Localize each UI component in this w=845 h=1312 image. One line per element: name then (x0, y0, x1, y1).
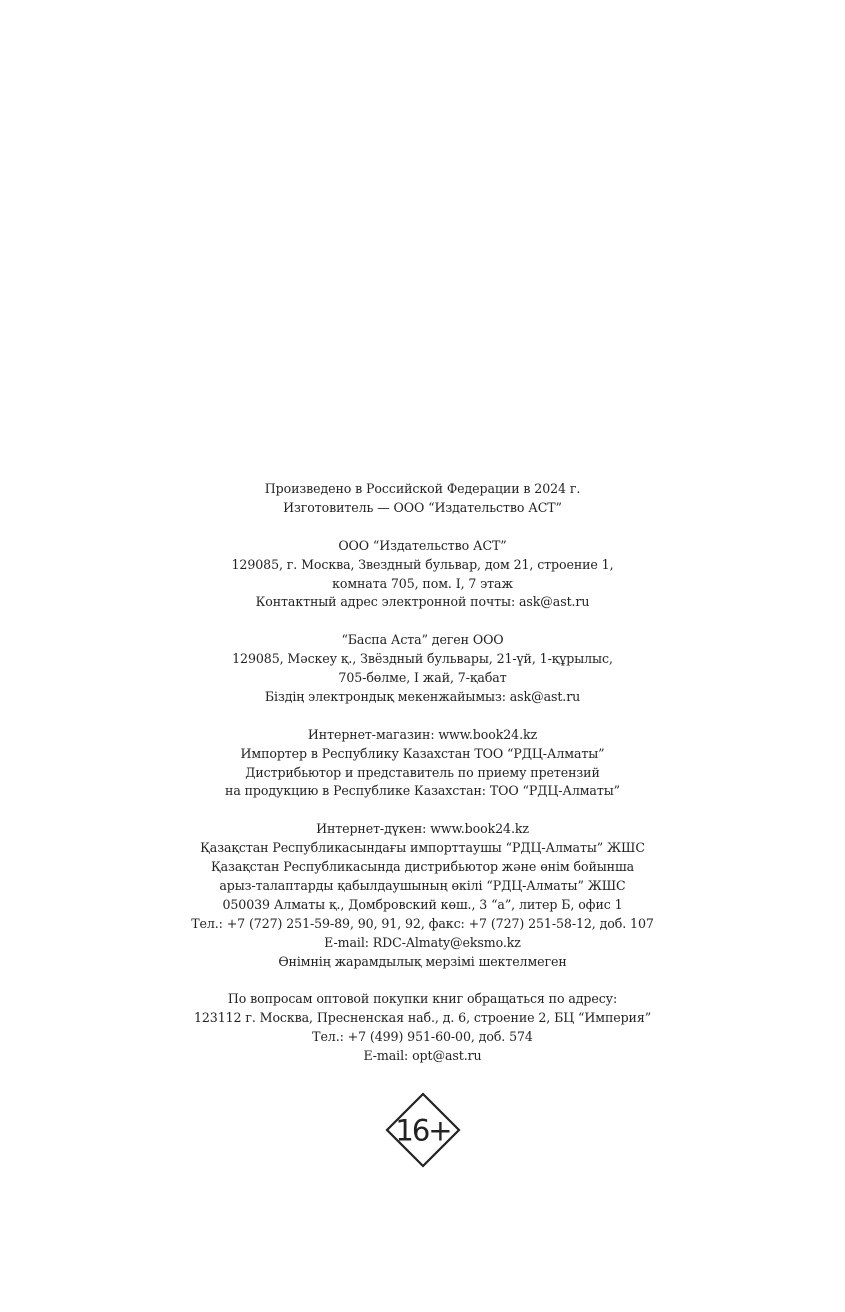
wholesale-block (0, 990, 845, 1066)
online-store-ru: Интернет-магазин: www.book24.kz (307, 726, 538, 742)
publisher-name-ru: ООО “Издательство АСТ” (338, 537, 507, 553)
publisher-kz-block (0, 631, 845, 707)
imprint-page (0, 480, 845, 1085)
production-block (0, 480, 845, 518)
importer-email-kz: E-mail: RDC-Almaty@eksmo.kz (324, 934, 521, 950)
wholesale-address: 123112 г. Москва, Пресненская наб., д. 6, строение 2, БЦ “Империя” (193, 1010, 652, 1026)
distributor-ru-line-1: Дистрибьютор и представитель по приему претензий (245, 764, 600, 780)
publisher-name-kz: “Баспа Аста” деген ООО (341, 632, 504, 648)
production-country-line: Произведено в Российской Федерации в 2024 г. (264, 481, 581, 496)
age-rating-badge (385, 1092, 461, 1168)
wholesale-intro: По вопросам оптовой покупки книг обращаться по адресу: (227, 991, 618, 1007)
publisher-address-kz-line-1: 129085, Мәскеу қ., Звёздный бульвары, 21-үй, 1-құрылыс, (232, 651, 613, 667)
publisher-address-ru-line-2: комната 705, пом. I, 7 этаж (332, 575, 513, 591)
importer-kz: Қазақстан Республикасындағы импорттаушы “РДЦ-Алматы” ЖШС (200, 840, 645, 856)
importer-ru: Импортер в Республику Казахстан ТОО “РДЦ-Алматы” (240, 745, 605, 761)
publisher-address-kz-line-2: 705-бөлме, I жай, 7-қабат (338, 670, 507, 686)
publisher-address-ru-line-1: 129085, г. Москва, Звездный бульвар, дом 21, строение 1, (231, 556, 614, 572)
publisher-email-kz: Біздің электрондық мекенжайымыз: ask@ast.ru (264, 688, 581, 704)
distributor-kz-line-2: арыз-талаптарды қабылдаушының өкілі “РДЦ-Алматы” ЖШС (219, 877, 626, 893)
publisher-email-ru: Контактный адрес электронной почты: ask@ast.ru (255, 594, 590, 610)
age-rating-diamond-icon (385, 1092, 461, 1168)
shelf-life-kz: Өнімнің жарамдылық мерзімі шектелмеген (278, 953, 567, 969)
online-store-kz: Интернет-дүкен: www.book24.kz (316, 821, 529, 837)
distributor-kz-line-1: Қазақстан Республикасында дистрибьютор және өнім бойынша (211, 859, 634, 875)
wholesale-phone: Тел.: +7 (499) 951-60-00, доб. 574 (312, 1029, 533, 1045)
importer-ru-block (0, 726, 845, 802)
importer-kz-block (0, 820, 845, 971)
importer-address-kz: 050039 Алматы қ., Домбровский көш., 3 “а”, литер Б, офис 1 (222, 896, 623, 912)
wholesale-email: E-mail: opt@ast.ru (363, 1048, 482, 1064)
distributor-ru-line-2: на продукцию в Республике Казахстан: ТОО “РДЦ-Алматы” (225, 783, 620, 799)
age-rating-label: 16+ (395, 1113, 451, 1148)
publisher-ru-block (0, 537, 845, 613)
manufacturer-line: Изготовитель — ООО “Издательство АСТ” (283, 499, 562, 515)
importer-phone-kz: Тел.: +7 (727) 251-59-89, 90, 91, 92, факс: +7 (727) 251-58-12, доб. 107 (191, 915, 654, 931)
